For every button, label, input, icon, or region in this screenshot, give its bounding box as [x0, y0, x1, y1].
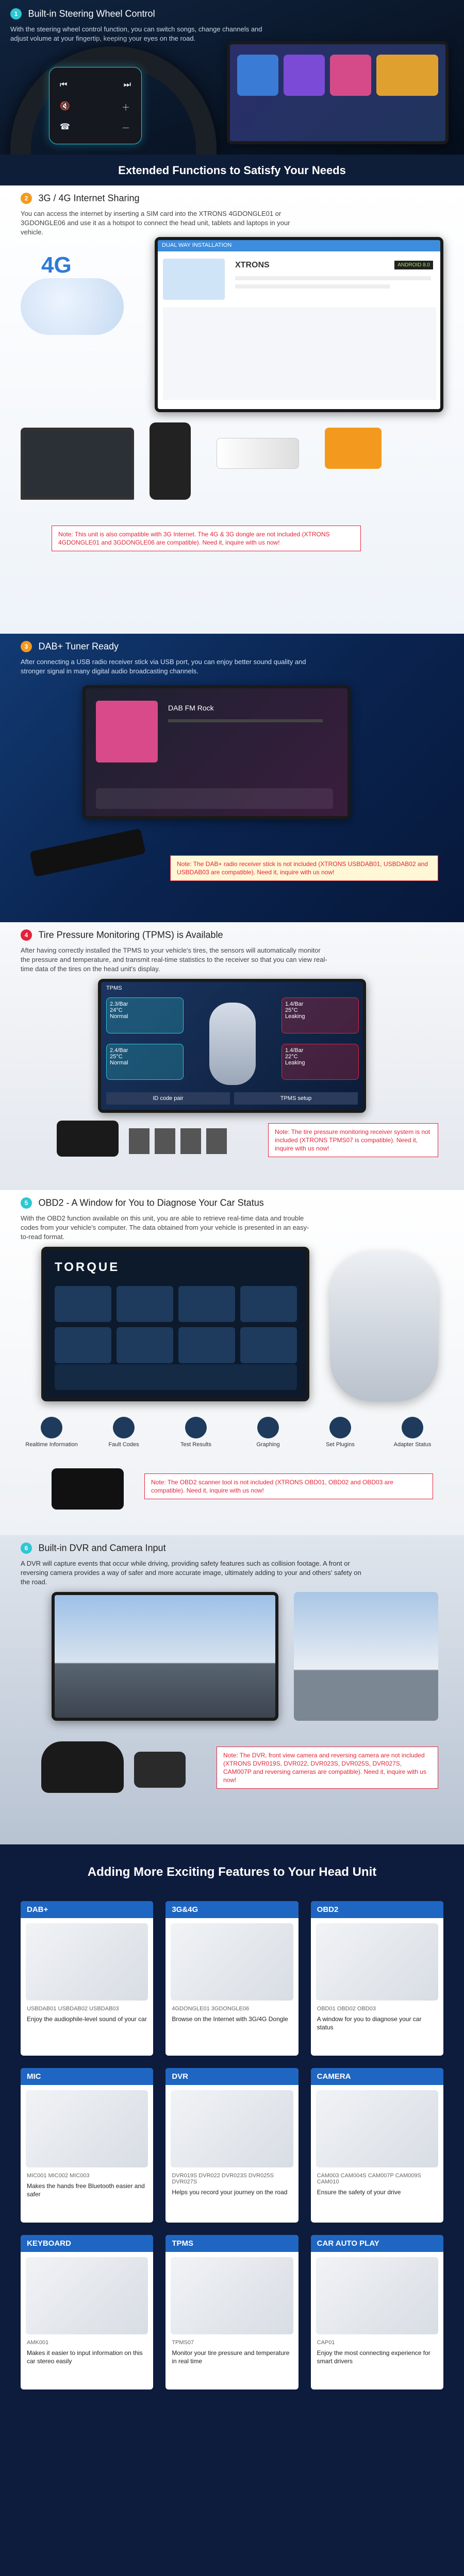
car-illustration [330, 1252, 438, 1401]
android-label: ANDROID 8.0 [394, 261, 433, 269]
plugin-icon [329, 1417, 351, 1438]
dvr-screen [52, 1592, 278, 1721]
dab-station: DAB FM Rock [168, 704, 214, 712]
laptop-image [21, 428, 134, 500]
volume-down-icon[interactable]: － [121, 124, 130, 133]
feature-item [309, 1417, 371, 1448]
tpms-setup-button[interactable]: TPMS setup [234, 1092, 358, 1105]
card-title: CAMERA [311, 2068, 443, 2085]
card-description: Ensure the safety of your drive [317, 2189, 401, 2196]
card-description: Makes the hands free Bluetooth easier and safer [27, 2182, 145, 2198]
section-description: A DVR will capture events that occur while driving, providing safety features such as collision footage. A front or reversing camera provides a way of safer and more accurate image, ultimately adding to your and others' safety on the road. [21, 1560, 361, 1586]
volume-up-icon[interactable]: ＋ [121, 104, 130, 112]
head-unit-screen [227, 41, 449, 144]
section-obd2 [0, 1190, 464, 1535]
steering-controls-panel [49, 67, 142, 144]
feature-card[interactable] [21, 1901, 153, 2056]
note-box: Note: The DAB+ radio receiver stick is not included (XTRONS USBDAB01, USBDAB02 and USBDAB03 are compatible). Need it, inquire with us now! [170, 855, 438, 881]
feature-item [93, 1417, 155, 1448]
card-model: AMK001 [27, 2340, 49, 2346]
more-features-title: Adding More Exciting Features to Your Head Unit [87, 1865, 377, 1879]
note-box: Note: The OBD2 scanner tool is not included (XTRONS OBD01, OBD02 and OBD03 are compatible). Need it, inquire with us now! [144, 1473, 433, 1499]
section-internet-sharing [0, 185, 464, 634]
warning-icon [113, 1417, 135, 1438]
card-model: USBDAB01 USBDAB02 USBDAB03 [27, 2006, 119, 2012]
card-model: CAP01 [317, 2340, 335, 2346]
tpms-receiver-image [57, 1121, 119, 1157]
card-model: 4GDONGLE01 3GDONGLE06 [172, 2006, 250, 2012]
feature-label: Realtime Information [25, 1442, 78, 1448]
card-title: KEYBOARD [21, 2235, 153, 2252]
4g-badge: 4G [41, 252, 72, 278]
feature-card[interactable] [165, 2235, 298, 2389]
obd2-adapter-image [52, 1468, 124, 1510]
tire-fr [281, 997, 359, 1033]
product-image [171, 1923, 293, 2001]
adapter-icon [402, 1417, 423, 1438]
feature-card-grid [21, 1901, 443, 2389]
section-title: 3G / 4G Internet Sharing [38, 193, 140, 204]
card-title: MIC [21, 2068, 153, 2085]
product-image [316, 1923, 438, 2001]
section-tpms [0, 922, 464, 1190]
tablet-screen [155, 237, 443, 412]
card-description: Enjoy the audiophile-level sound of your car [27, 2015, 147, 2023]
tire-pressure: 2.4/Bar [110, 1047, 128, 1054]
feature-label: Test Results [180, 1442, 211, 1448]
section-title: Built-in Steering Wheel Control [28, 8, 155, 19]
id-code-pair-button[interactable]: ID code pair [106, 1092, 230, 1105]
card-description: Enjoy the most connecting experience for smart drivers [317, 2349, 430, 2365]
feature-card[interactable] [311, 2068, 443, 2223]
card-title: OBD2 [311, 1901, 443, 1918]
section-title: Tire Pressure Monitoring (TPMS) is Available [38, 929, 223, 940]
section-description: After connecting a USB radio receiver stick via USB port, you can enjoy better sound quality and stronger signal in many digital audio broadcasting channels. [21, 658, 306, 675]
card-model: DVR019S DVR022 DVR023S DVR025S DVR027S [172, 2173, 274, 2185]
checklist-icon [185, 1417, 207, 1438]
card-description: Browse on the Internet with 3G/4G Dongle [172, 2015, 288, 2023]
tire-temp: 24°C [110, 1007, 123, 1013]
gauge-icon [41, 1417, 62, 1438]
section-steering-wheel [0, 0, 464, 155]
card-description: Monitor your tire pressure and temperature in real time [172, 2349, 290, 2365]
card-title: TPMS [165, 2235, 298, 2252]
section-description: After having correctly installed the TPMS to your vehicle's tires, the sensors will automatically monitor the pressure and temperature, and transmit real-time statistics to the receiver so that you can view real-time data of the tires on the head unit's display. [21, 946, 327, 973]
section-number: 5 [21, 1197, 32, 1209]
section-number: 4 [21, 929, 32, 941]
section-description: With the steering wheel control function, you can switch songs, change channels and adjust volume at your fingertip, keeping your eyes on the road. [10, 25, 262, 42]
section-description: With the OBD2 function available on this unit, you are able to retrieve real-time data and trouble codes from your vehicle's computer. The data obtained from your vehicle is presented in an easy-to-read format. [21, 1214, 309, 1241]
feature-card[interactable] [165, 2068, 298, 2223]
tire-status: Leaking [285, 1060, 305, 1066]
phone-image [150, 422, 191, 500]
card-model: TPMS07 [172, 2340, 194, 2346]
tire-pressure: 1.4/Bar [285, 1047, 304, 1054]
feature-item [382, 1417, 443, 1448]
tire-pressure: 2.3/Bar [110, 1001, 128, 1007]
card-title: DAB+ [21, 1901, 153, 1918]
section-title: Built-in DVR and Camera Input [38, 1543, 166, 1553]
note-box: Note: The DVR, front view camera and reversing camera are not included (XTRONS DVR019S, DVR022, DVR023S, DVR025S, DVR027S, CAM007P and reversing cameras are compatible). Need it, inquire with us now! [217, 1747, 438, 1789]
section-dvr [0, 1535, 464, 1844]
product-image [171, 2257, 293, 2334]
product-image [316, 2257, 438, 2334]
product-image [171, 2090, 293, 2167]
street-scene-image [294, 1592, 438, 1721]
mute-icon[interactable]: 🔇 [60, 102, 70, 111]
tire-status: Leaking [285, 1013, 305, 1020]
card-description: A window for you to diagnose your car status [317, 2015, 422, 2031]
car-top-view [209, 1003, 256, 1085]
tablet-topbar: DUAL WAY INSTALLATION [158, 240, 440, 251]
feature-label: Adapter Status [393, 1442, 432, 1448]
product-image [26, 2090, 148, 2167]
card-model: OBD01 OBD02 OBD03 [317, 2006, 376, 2012]
tire-status: Normal [110, 1060, 128, 1066]
prev-track-icon[interactable]: ⏮ [60, 80, 68, 89]
product-image [26, 1923, 148, 2001]
cloud-icon [21, 278, 124, 335]
card-title: CAR AUTO PLAY [311, 2235, 443, 2252]
feature-card[interactable] [311, 1901, 443, 2056]
tire-temp: 25°C [110, 1054, 123, 1060]
note-box: Note: This unit is also compatible with 3G Internet. The 4G & 3G dongle are not included (XTRONS 4GDONGLE01 and 3GDONGLE06 are compatible). Need it, inquire with us now! [52, 526, 361, 551]
section-number: 3 [21, 641, 32, 652]
feature-card[interactable] [165, 1901, 298, 2056]
section-description: You can access the internet by inserting a SIM card into the XTRONS 4GDONGLE01 or 3GDONGLE06 and use it as a hotspot to connect the head unit, tablets and laptops in your vehicle. [21, 210, 290, 236]
section-number: 1 [10, 8, 22, 20]
sim-card-image [325, 428, 382, 469]
feature-card[interactable] [21, 2068, 153, 2223]
section-title: OBD2 - A Window for You to Diagnose Your Car Status [38, 1197, 264, 1208]
card-description: Makes it easier to input information on this car stereo easily [27, 2349, 143, 2365]
feature-item [165, 1417, 227, 1448]
tire-rl [106, 1044, 184, 1080]
product-image [26, 2257, 148, 2334]
reversing-camera-image [134, 1752, 186, 1788]
dvr-camera-image [41, 1741, 124, 1793]
card-model: CAM003 CAM004S CAM007P CAM009S CAM010 [317, 2173, 421, 2185]
tablet-brand: XTRONS [235, 261, 270, 269]
extended-functions-banner [0, 155, 464, 185]
feature-label: Graphing [256, 1442, 280, 1448]
card-model: MIC001 MIC002 MIC003 [27, 2173, 90, 2179]
tpms-sensors-image [129, 1128, 232, 1154]
tire-temp: 22°C [285, 1054, 298, 1060]
dab-head-unit [82, 685, 351, 819]
banner-title: Extended Functions to Satisfy Your Needs [118, 164, 346, 177]
4g-dongle-image [217, 438, 299, 469]
torque-logo: TORQUE [55, 1260, 120, 1274]
section-number: 6 [21, 1543, 32, 1554]
obd2-feature-row [21, 1417, 443, 1448]
section-title: DAB+ Tuner Ready [38, 641, 119, 652]
tire-pressure: 1.4/Bar [285, 1001, 304, 1007]
card-description: Helps you record your journey on the road [172, 2189, 288, 2196]
tpms-app-title: TPMS [106, 985, 122, 991]
card-title: 3G&4G [165, 1901, 298, 1918]
next-track-icon[interactable]: ⏭ [123, 80, 131, 89]
note-box: Note: The tire pressure monitoring receiver system is not included (XTRONS TPMS07 is compatible). Need it, inquire with us now! [268, 1123, 438, 1157]
section-dab [0, 634, 464, 922]
tire-fl [106, 997, 184, 1033]
graph-icon [257, 1417, 279, 1438]
feature-item [21, 1417, 82, 1448]
feature-item [237, 1417, 299, 1448]
tpms-screen [98, 979, 366, 1113]
phone-icon[interactable]: ☎ [60, 123, 70, 131]
tire-temp: 25°C [285, 1007, 298, 1013]
section-number: 2 [21, 193, 32, 204]
obd2-screen [41, 1247, 309, 1401]
tire-status: Normal [110, 1013, 128, 1020]
feature-label: Fault Codes [108, 1442, 139, 1448]
card-title: DVR [165, 2068, 298, 2085]
tire-rr [281, 1044, 359, 1080]
product-image [316, 2090, 438, 2167]
feature-card[interactable] [21, 2235, 153, 2389]
feature-card[interactable] [311, 2235, 443, 2389]
section-more-features [0, 1844, 464, 2576]
dab-stick-image [29, 828, 146, 877]
feature-label: Set Plugins [326, 1442, 355, 1448]
